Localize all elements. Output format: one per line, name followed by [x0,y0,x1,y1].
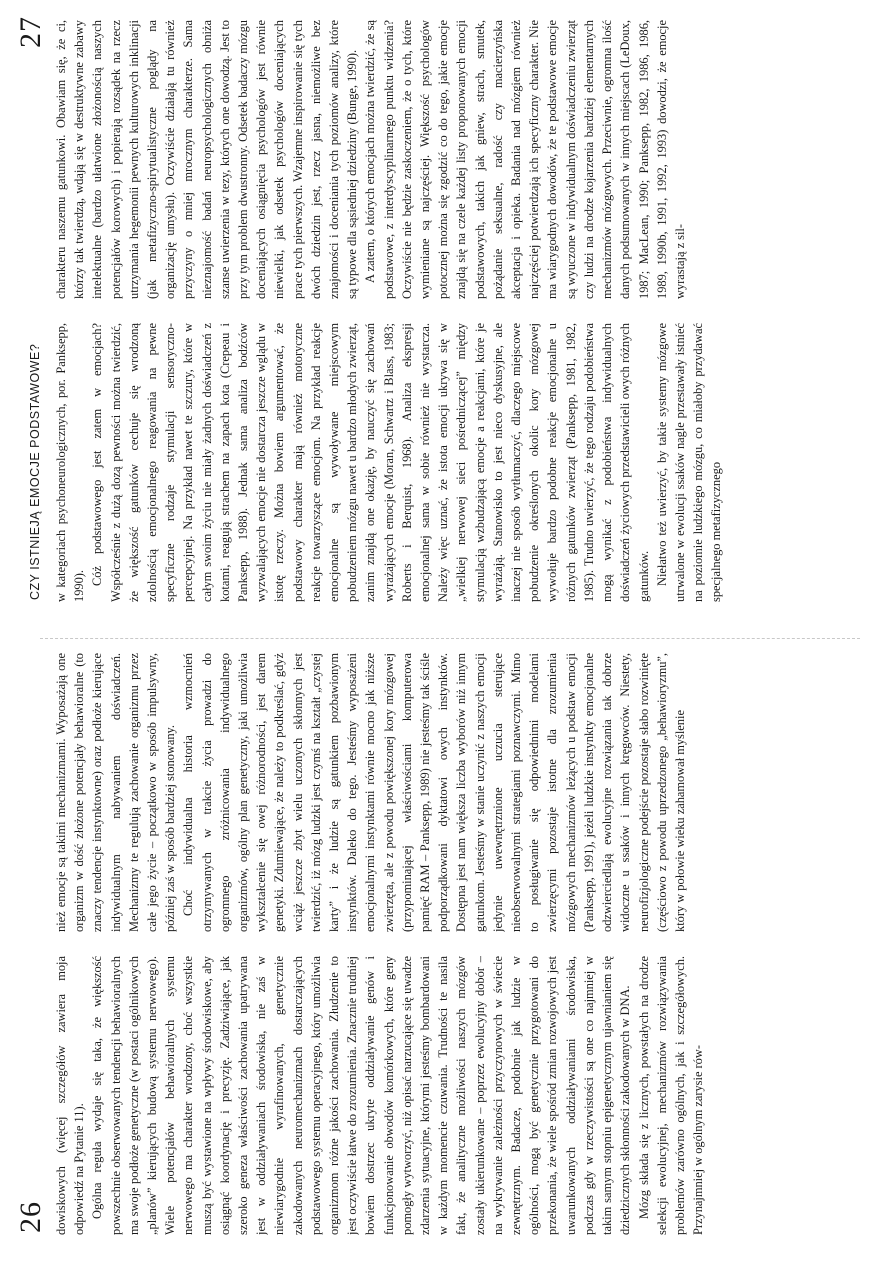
paragraph: A zatem, o których emocjach można twierdzić, że są podstawowe, z interdyscyplinarnego punktu widzenia? Oczywiście nie będzie zaskoczeniem, że o tych, które wymieniane są najczęściej. Większość psychologów potocznej można się zgodzić co do tego, jakie emocje znajdą się na czele każdej listy proponowanych emocji podstawowych, takich jak gniew, strach, smutek, pożądanie seksualne, radość czy macierzyńska akceptacja i opieka. Badania nad mózgiem również najczęściej potwierdzają ich specyficzny charakter. Nie ma wiarygodnych dowodów, że te podstawowe emocje są wyuczone w indywidualnym doświadczeniu zwierząt czy ludzi na drodze kojarzenia bardziej elementarnych mechanizmów mózgowych. Przeciwnie, ogromna ilość danych podsumowanych w innych miejscach (LeDoux, 1987; MacLean, 1990; Panksepp, 1982, 1986, 1986, 1989, 1990b, 1991, 1992, 1993) dowodzi, że emocje wyrastają z sil- [363,20,687,299]
paragraph: Mózg składa się z licznych, powstałych na drodze selekcji ewolucyjnej, mechanizmów rozwiązywania problemów zarówno ogólnych, jak i szczegółowych. Przynajmniej w ogólnym zarysie rów- [636,956,706,1235]
text-column [52,20,872,299]
running-head: CZY ISTNIEJĄ EMOCJE PODSTAWOWE? [28,343,42,600]
paragraph: Cóż podstawowego jest zatem w emocjach? Współcześnie z dużą dozą pewności można twierdzić, że większość gatunków cechuje się wrodzoną zdolnością emocjonalnego reagowania na pewne specyficzne rodzaje stymulacji sensoryczno-percepcyjnej. Na przykład nawet te szczury, które w całym swoim życiu nie miały żadnych doświadczeń z kotami, reagują strachem na zapach kota (Crepeau i Panksepp, 1988). Jednak sama analiza bodźców wyzwalających emocje nie dostarcza jeszcze wglądu w istotę rzeczy. Można bowiem argumentować, że podstawowy charakter mają również motoryczne reakcje towarzyszące emocjom. Na przykład reakcje emocjonalne są wywoływane miejscowym pobudzeniem mózgu nawet u bardzo młodych zwierząt, zanim znajdą one okazję, by nauczyć się zachowań wyrażających emocje (Moran, Schwartz i Blass, 1983; Roberts i Berquist, 1968). Analiza ekspresji emocjonalnej sama w sobie również nie wystarcza. Należy więc uznać, że istota emocji ukrywa się w „wielkiej nerwowej sieci pośredniczącej” między stymulacją wzbudzającą emocje a reakcjami, które je wyrażają. Stanowisko to jest nieco dyskusyjne, ale inaczej nie sposób wytłumaczyć, dlaczego miejscowe pobudzenie określonych okolic kory mózgowej wywołuje bardzo podobne reakcje emocjonalne u różnych gatunków zwierząt (Panksepp, 1981, 1982, 1985). Trudno uwierzyć, że tego rodzaju podobieństwa mogą wynikać z podobieństwa indywidualnych doświadczeń życiowych przedstawicieli owych różnych gatunków. [90,323,651,602]
paragraph: Choć indywidualna historia wzmocnień otrzymywanych w trakcie życia prowadzi do ogromnego zróżnicowania indywidualnego organizmów, ogólny plan genetyczny, jaki umożliwia wykształcenie się owej różnorodności, jest darem genetyki. Zdumiewające, że należy to podkreślać, gdyż wciąż jeszcze zbyt wielu uczonych skłonnych jest twierdzić, iż mózg ludzki jest czymś na kształt „czystej karty” i że ludzie są gatunkiem pozbawionym instynktów. Daleko do tego. Jesteśmy wyposażeni emocjonalnymi instynktami równie mocno jak niższe zwierzęta, ale z powodu powiększonej kory mózgowej (przypominającej właściwościami komputerowa pamięć RAM – Panksepp, 1989) nie jesteśmy tak ściśle podporządkowani dyktatowi owych instynktów. Dostępna jest nam większa liczba wyborów niż innym gatunkom. Jesteśmy w stanie uczynić z naszych emocji jedynie uwewnętrznione uczucia sterujące nieobserwowalnymi strategiami poznawczymi. Mimo to posługiwanie się odpowiednimi modelami zwierzęcymi pozostaje istotne dla zrozumienia mózgowych mechanizmów leżących u podstaw emocji (Panksepp, 1991), jeżeli ludzkie instynkty emocjonalne odzwierciedlają ewolucyjne rozwiązania tak dobrze widoczne u ssaków i innych kręgowców. Niestety, neurofizjologiczne podejście pozostaje słabo rozwinięte (częściowo z powodu uprzedzonego „behawioryzmu”, który w połowie wieku zahamował myślenie [181,653,687,932]
paragraph: Ogólna reguła wydaje się taka, że większość powszechnie obserwowanych tendencji behawioralnych ma swoje podłoże genetyczne (w postaci ogólnikowych „planów” kierujących budową systemu nerwowego). Wiele potencjałów behawioralnych systemu nerwowego ma charakter wrodzony, choć wszystkie muszą być wystawione na wpływy środowiskowe, aby osiągnąć koordynację i precyzję. Zadziwiające, jak szeroko geneza właściwości zachowania upatrywana jest w oddziaływaniach środowiska, nie zaś w niewiarygodnie wyrafinowanych, genetycznie zakodowanych neuromechanizmach dostarczających podstawowego systemu operacyjnego, który umożliwia organizmom różne jakości zachowania. Złudzenie to jest oczywiście łatwe do zrozumienia. Znacznie trudniej bowiem dostrzec ukryte oddziaływanie genów i funkcjonowanie obwodów komórkowych, które geny pomogły wytworzyć, niż opisać narzucające się uwadze zdarzenia sytuacyjne, którymi jesteśmy bombardowani w każdym momencie czuwania. Trudności te nasila fakt, że analityczne możliwości naszych mózgów zostały ukierunkowane – poprzez ewolucyjny dobór – na wykrywanie zależności przyczynowych w świecie zewnętrznym. Badacze, podobnie jak ludzie w ogólności, mogą być genetycznie przygotowani do przekonania, że wiele spośród zmian rozwojowych jest uwarunkowanych oddziaływaniami środowiska, podczas gdy w rzeczywistości są one co najmniej w takim samym stopniu epigenetycznym ujawnianiem się dziedzicznych skłonności zakodowanych w DNA. [90,956,633,1235]
paragraph: nież emocje są takimi mechanizmami. Wyposażają one organizm w dość złożone potencjały behawioralne (to znaczy tendencje instynktowne) oraz podłoże kierujące indywidualnym nabywaniem doświadczeń. Mechanizmy te regulują zachowanie organizmu przez całe jego życie – początkowo w sposób impulsywny, później zaś w sposób bardziej stonowany. [54,653,178,932]
text-column [52,323,872,602]
text-column [52,956,872,1235]
page-number-right: 27 [14,16,47,48]
paragraph: dowiskowych (więcej szczegółów zawiera moja odpowiedź na Pytanie 11). [54,956,87,1235]
text-column [52,653,872,932]
paragraph: charakteru naszemu gatunkowi. Obawiam się, że ci, którzy tak twierdzą, wdają się w destruktywne zabawy intelektualne (bardzo ułatwione złożonością naszych potencjałów korowych) i popierają rozsądek na rzecz utrzymania hegemonii pewnych kulturowych inklinacji (jak metafizyczno-spirytualistyczne poglądy na organizację umysłu). Oczywiście działają tu również przyczyny o mniej mrocznym charakterze. Sama nieznajomość badań neuropsychologicznych obniża szanse uwierzenia w tezy, których one dowodzą. Jest to przy tym problem dwustronny. Odsetek badaczy mózgu doceniających osiągnięcia psychologów jest równie niewielki, jak odsetek psychologów doceniających prace tych pierwszych. Wzajemne inspirowanie się tych dwóch dziedzin jest, rzecz jasna, niemożliwe bez znajomości i doceniania tych poziomów analizy, które są typowe dla sąsiedniej dziedziny (Bunge, 1990). [54,20,360,299]
right-page-text [52,20,872,602]
left-page-text [52,653,872,1235]
right-page [0,0,893,622]
paragraph: Niełatwo też uwierzyć, by takie systemy mózgowe utrwalone w ewolucji ssaków nagle przestawały istnieć na poziomie ludzkiego mózgu, co miałoby przydawać specjalnego metafizycznego [654,323,724,602]
paragraph: w kategoriach psychoneurologicznych, por. Panksepp, 1990). [54,323,87,602]
page-gutter [40,624,860,639]
page-number-left: 26 [14,1201,47,1233]
left-page [0,633,893,1255]
